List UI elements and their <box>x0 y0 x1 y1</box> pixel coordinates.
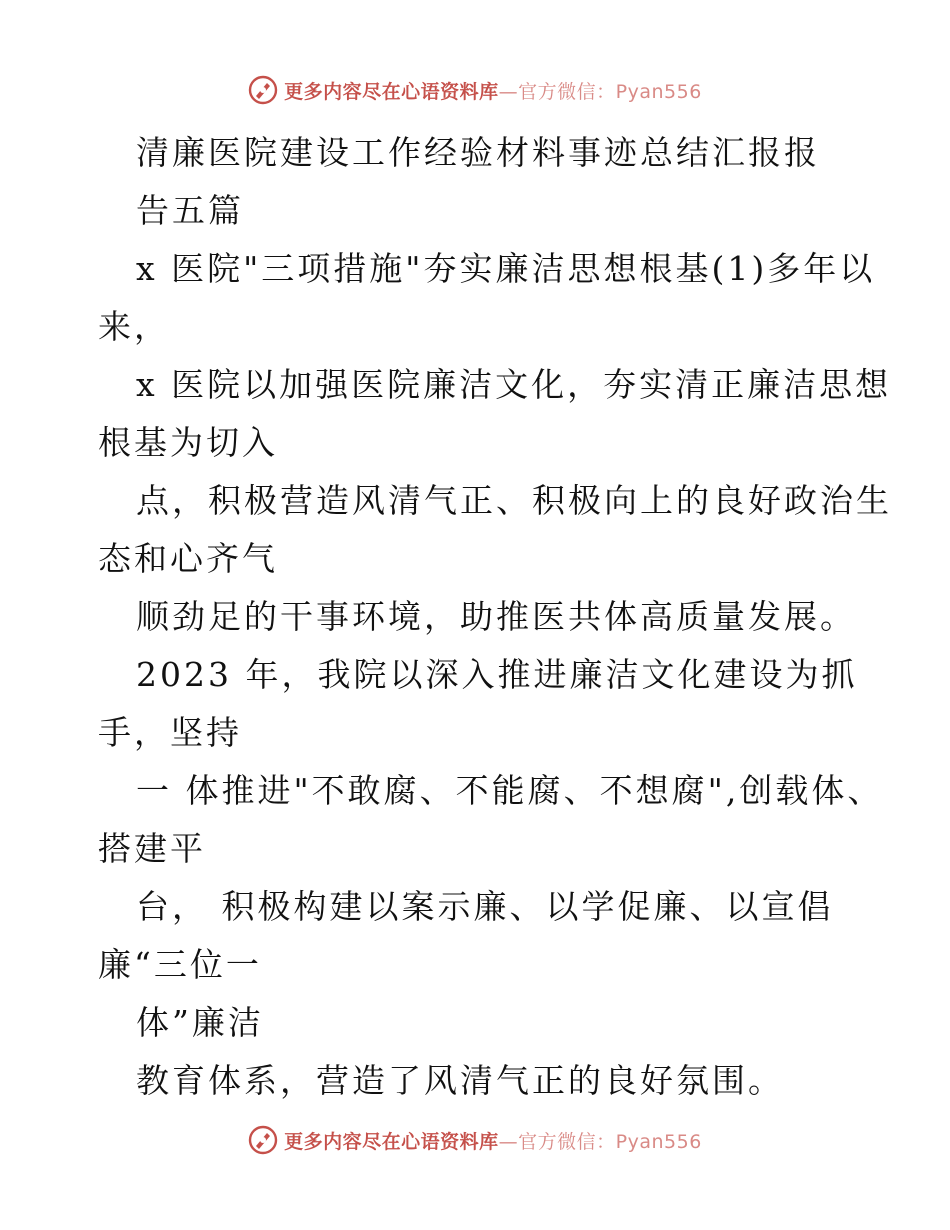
text-line: 点，积极营造风清气正、积极向上的良好政治生 <box>136 481 892 520</box>
text-line: 告五篇 <box>136 191 244 230</box>
header-watermark-banner <box>0 72 950 108</box>
text-line: 教育体系，营造了风清气正的良好氛围。 <box>136 1061 784 1100</box>
text-line: 根基为切入 <box>98 423 278 462</box>
text-line: 2023 年，我院以深入推进廉洁文化建设为抓 <box>136 655 858 694</box>
banner-main-text: 更多内容尽在心语资料库 <box>284 80 499 103</box>
banner-sub-text: —官方微信：Pyan556 <box>498 80 702 103</box>
text-line: 廉“三位一 <box>98 945 262 984</box>
text-line: 手，坚持 <box>98 713 242 752</box>
text-line: x 医院"三项措施"夯实廉洁思想根基(1)多年以 <box>136 249 876 288</box>
text-line: 顺劲足的干事环境，助推医共体高质量发展。 <box>136 597 856 636</box>
document-body <box>98 124 892 1110</box>
text-line: 体”廉洁 <box>136 1003 264 1042</box>
banner-sub-text: —官方微信：Pyan556 <box>498 1130 702 1153</box>
text-line: 台， 积极构建以案示廉、以学促廉、以宣倡 <box>136 887 834 926</box>
text-line: x 医院以加强医院廉洁文化，夯实清正廉洁思想 <box>136 365 892 404</box>
text-line: 来， <box>98 307 170 346</box>
pen-logo-icon <box>248 1125 278 1155</box>
text-line: 清廉医院建设工作经验材料事迹总结汇报报 <box>136 133 820 172</box>
banner-main-text: 更多内容尽在心语资料库 <box>284 1130 499 1153</box>
text-line: 一 体推进"不敢腐、不能腐、不想腐",创载体、 <box>136 771 884 810</box>
text-line: 态和心齐气 <box>98 539 278 578</box>
text-line: 搭建平 <box>98 829 206 868</box>
pen-logo-icon <box>248 75 278 105</box>
footer-watermark-banner <box>0 1122 950 1158</box>
